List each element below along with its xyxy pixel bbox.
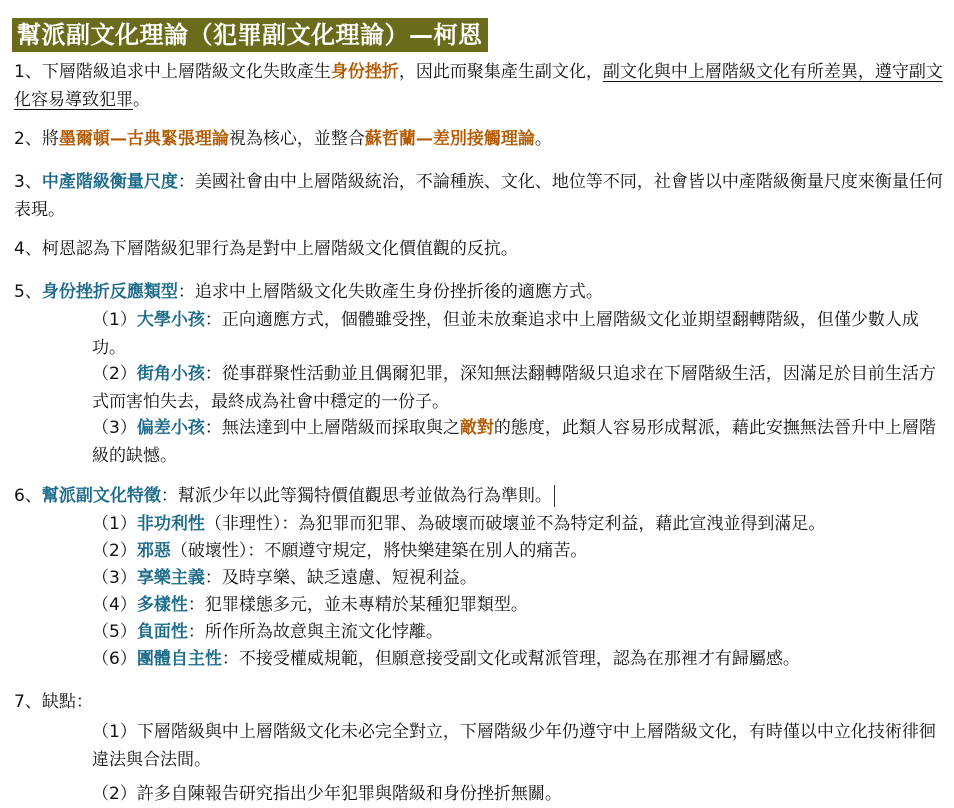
key-term: 負面性 — [136, 622, 188, 642]
key-term: 享樂主義 — [136, 568, 205, 588]
sub-item — [92, 645, 948, 673]
key-term: 多樣性 — [136, 595, 188, 615]
paragraph-6 — [14, 482, 946, 510]
sub-text: （破壞性）：不願遵守規定，將快樂建築在別人的痛苦。 — [170, 541, 588, 561]
paragraph-1 — [14, 58, 946, 114]
paragraph-text: 缺點： — [41, 692, 93, 712]
paragraph-4 — [14, 235, 946, 263]
sub-text: 下層階級與中上層階級文化未必完全對立，下層階級少年仍遵守中上層階級文化，有時僅以中立化技術徘徊違法與合法間。 — [92, 722, 936, 770]
sub-text: ：犯罪樣態多元，並未專精於某種犯罪類型。 — [187, 595, 528, 615]
sub-item — [92, 537, 948, 565]
paragraph-text: ：美國社會由中上層階級統治，不論種族、文化、地位等不同，社會皆以中產階級衡量尺度來衡量任何表現。 — [14, 172, 943, 220]
sub-number: （1） — [92, 514, 137, 534]
paragraph-2 — [14, 125, 946, 153]
paragraph-3 — [14, 168, 946, 224]
sub-item — [92, 591, 948, 619]
sub-number: （2） — [92, 784, 137, 804]
item-number: 1、 — [14, 62, 42, 82]
paragraph-text: 視為核心，並整合 — [228, 129, 365, 149]
paragraph-text: ，因此而聚集產生副文化， — [398, 62, 603, 82]
sub-text: ：所作所為故意與主流文化悖離。 — [187, 622, 443, 642]
sub-number: （6） — [92, 649, 137, 669]
item-number: 2、 — [14, 129, 42, 149]
paragraph-5 — [14, 278, 946, 306]
sub-number: （1） — [92, 722, 137, 742]
paragraph-text: ：追求中上層階級文化失敗產生身份挫折後的適應方式。 — [177, 282, 603, 302]
sub-text: ：無法達到中上層階級而採取與之 — [204, 418, 460, 438]
sub-text: ：不接受權威規範，但願意接受副文化或幫派管理，認為在那裡才有歸屬感。 — [221, 649, 800, 669]
sub-text: ：及時享樂、缺乏遠慮、短視利益。 — [204, 568, 477, 588]
sub-text: （非理性）：為犯罪而犯罪、為破壞而破壞並不為特定利益，藉此宣洩並得到滿足。 — [204, 514, 826, 534]
key-term: 團體自主性 — [136, 649, 222, 669]
paragraph-text: 下層階級追求中上層階級文化失敗產生 — [41, 62, 331, 82]
sub-text: ：正向適應方式，個體雖受挫，但並未放棄追求中上層階級文化並期望翻轉階級，但僅少數人成功。 — [92, 310, 919, 358]
highlight-term: 墨爾頓—古典緊張理論 — [58, 129, 229, 149]
paragraph-end: 。 — [534, 129, 552, 149]
sub-number: （3） — [92, 568, 137, 588]
item-number: 4、 — [14, 239, 42, 259]
sub-item — [92, 718, 948, 774]
sub-number: （2） — [92, 364, 137, 384]
paragraph-text: 柯恩認為下層階級犯罪行為是對中上層階級文化價值觀的反抗。 — [41, 239, 518, 259]
paragraph-text: 將 — [41, 129, 59, 149]
sub-item — [92, 414, 948, 470]
text-cursor — [554, 485, 555, 507]
highlight-term: 蘇哲蘭—差別接觸理論 — [364, 129, 535, 149]
key-term: 幫派副文化特徵 — [41, 486, 161, 506]
sub-item — [92, 306, 948, 362]
key-term: 偏差小孩 — [136, 418, 205, 438]
sub-item — [92, 360, 948, 416]
page-title: 幫派副文化理論（犯罪副文化理論）—柯恩 — [12, 18, 488, 52]
key-term: 街角小孩 — [136, 364, 205, 384]
key-term: 身份挫折反應類型 — [41, 282, 178, 302]
highlight-term: 敵對 — [459, 418, 494, 438]
key-term: 大學小孩 — [136, 310, 205, 330]
paragraph-text: ：幫派少年以此等獨特價值觀思考並做為行為準則。 — [160, 486, 552, 506]
paragraph-end: 。 — [133, 90, 150, 110]
sub-number: （5） — [92, 622, 137, 642]
item-number: 6、 — [14, 486, 42, 506]
sub-item — [92, 618, 948, 646]
sub-number: （1） — [92, 310, 137, 330]
sub-item — [92, 780, 948, 808]
underlined-text: 副文化與中上層階級文化有所差異，遵守副文化容易導致犯罪 — [14, 62, 943, 110]
key-term: 非功利性 — [136, 514, 205, 534]
sub-item — [92, 510, 948, 538]
item-number: 3、 — [14, 172, 42, 192]
sub-number: （2） — [92, 541, 137, 561]
sub-text: 許多自陳報告研究指出少年犯罪與階級和身份挫折無關。 — [136, 784, 562, 804]
sub-number: （3） — [92, 418, 137, 438]
sub-number: （4） — [92, 595, 137, 615]
item-number: 5、 — [14, 282, 42, 302]
sub-text: 的態度，此類人容易形成幫派，藉此安撫無法晉升中上層階級的缺憾。 — [92, 418, 936, 466]
sub-text: ：從事群聚性活動並且偶爾犯罪，深知無法翻轉階級只追求在下層階級生活，因滿足於目前生活方式而害怕失去，最終成為社會中穩定的一份子。 — [92, 364, 936, 412]
paragraph-7 — [14, 688, 946, 716]
sub-item — [92, 564, 948, 592]
item-number: 7、 — [14, 692, 42, 712]
key-term: 邪惡 — [136, 541, 171, 561]
highlight-term: 身份挫折 — [330, 62, 399, 82]
key-term: 中產階級衡量尺度 — [41, 172, 178, 192]
